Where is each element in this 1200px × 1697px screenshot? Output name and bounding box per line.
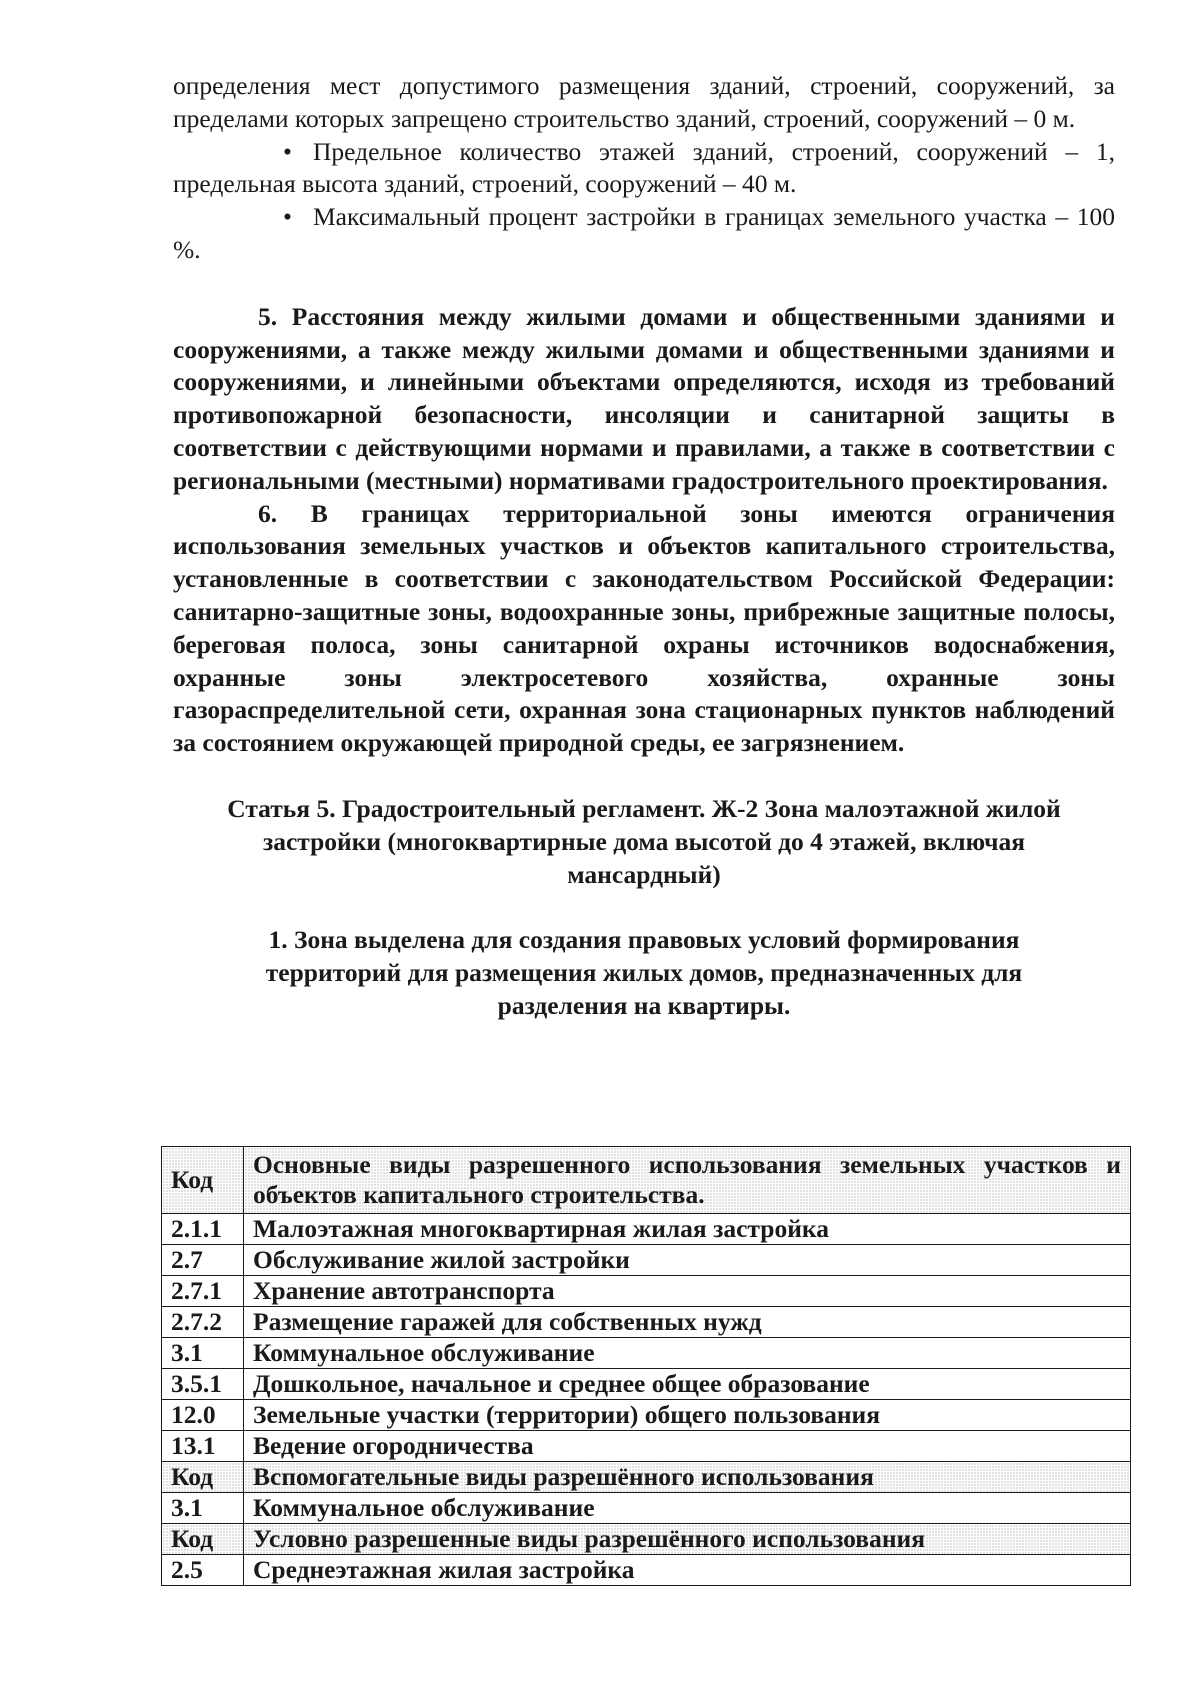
table-row — [162, 1307, 1131, 1338]
table-row — [162, 1493, 1131, 1524]
code-cell: 12.0 — [162, 1400, 244, 1431]
desc-cell: Обслуживание жилой застройки — [244, 1245, 1131, 1276]
table-row — [162, 1369, 1131, 1400]
bullet-floors-text: Предельное количество этажей зданий, строений, сооружений – 1, предельная высота зданий, строений, сооружений – 40 м. — [173, 136, 1115, 199]
header-desc-cell: Основные виды разрешенного использования земельных участков и объектов капитального строительства. — [244, 1147, 1131, 1214]
code-cell: Код — [162, 1462, 244, 1493]
desc-cell: Размещение гаражей для собственных нужд — [244, 1307, 1131, 1338]
table-row — [162, 1245, 1131, 1276]
code-cell: 2.1.1 — [162, 1214, 244, 1245]
code-cell: 2.7.2 — [162, 1307, 244, 1338]
table-header-row — [162, 1147, 1131, 1214]
table-row — [162, 1555, 1131, 1586]
desc-cell: Малоэтажная многоквартирная жилая застройка — [244, 1214, 1131, 1245]
zone-purpose-line: территорий для размещения жилых домов, предназначенных для — [265, 958, 1023, 988]
desc-cell: Земельные участки (территории) общего пользования — [244, 1400, 1131, 1431]
desc-cell: Дошкольное, начальное и среднее общее образование — [244, 1369, 1131, 1400]
code-cell: 3.1 — [162, 1493, 244, 1524]
code-cell: 3.5.1 — [162, 1369, 244, 1400]
code-cell: 2.5 — [162, 1555, 244, 1586]
article-title — [173, 793, 1115, 891]
desc-cell: Условно разрешенные виды разрешённого использования — [244, 1524, 1131, 1555]
article-title-line: мансардный) — [567, 859, 721, 889]
header-code-cell: Код — [162, 1147, 244, 1214]
desc-cell: Коммунальное обслуживание — [244, 1493, 1131, 1524]
bullet-marker: • — [283, 136, 292, 166]
code-cell: 13.1 — [162, 1431, 244, 1462]
desc-cell: Вспомогательные виды разрешённого использования — [244, 1462, 1131, 1493]
code-cell: 3.1 — [162, 1338, 244, 1369]
bullet-coverage-text: Максимальный процент застройки в границах земельного участка – 100 %. — [173, 202, 1115, 264]
table-row — [162, 1400, 1131, 1431]
zone-purpose-line: разделения на квартиры. — [497, 990, 791, 1020]
desc-cell: Хранение автотранспорта — [244, 1276, 1131, 1307]
article-title-line: Статья 5. Градостроительный регламент. Ж-2 Зона малоэтажной жилой — [227, 793, 1061, 823]
zone-purpose-heading — [173, 924, 1115, 1022]
bullet-floors — [173, 136, 1115, 202]
desc-cell: Среднеэтажная жилая застройка — [244, 1555, 1131, 1586]
code-cell: Код — [162, 1524, 244, 1555]
table-section-row-auxiliary — [162, 1462, 1131, 1493]
table-row — [162, 1276, 1131, 1307]
table-row — [162, 1431, 1131, 1462]
desc-cell: Коммунальное обслуживание — [244, 1338, 1131, 1369]
paragraph-restrictions: 6. В границах территориальной зоны имеются ограничения использования земельных участков и объектов капитального строительства, установленные в соответствии с законодательством Российской Федерации: санитарно-защитные зоны, водоохранные зоны, прибрежные защитные полосы, береговая полоса, зоны санитарной охраны источников водоснабжения, охранные зоны электросетевого хозяйства, охранные зоны газораспределительной сети, охранная зона стационарных пунктов наблюдений за состоянием окружающей природной среды, ее загрязнением. — [173, 498, 1115, 758]
zone-purpose-line: 1. Зона выделена для создания правовых условий формирования — [268, 925, 1020, 955]
table-section-row-conditional — [162, 1524, 1131, 1555]
bullet-marker: • — [283, 202, 292, 232]
paragraph-setback: определения мест допустимого размещения зданий, строений, сооружений, за пределами которых запрещено строительство зданий, строений, сооружений – 0 м. — [173, 71, 1115, 133]
bullet-coverage — [173, 201, 1115, 267]
table-row — [162, 1214, 1131, 1245]
land-use-table — [161, 1146, 1131, 1586]
desc-cell: Ведение огородничества — [244, 1431, 1131, 1462]
article-title-line: застройки (многоквартирные дома высотой до 4 этажей, включая — [262, 826, 1026, 856]
table-row — [162, 1338, 1131, 1369]
document-page — [173, 70, 1115, 1023]
code-cell: 2.7 — [162, 1245, 244, 1276]
code-cell: 2.7.1 — [162, 1276, 244, 1307]
paragraph-distances: 5. Расстояния между жилыми домами и общественными зданиями и сооружениями, а также между жилыми домами и общественными зданиями и сооружениями, и линейными объектами определяются, исходя из требований противопожарной безопасности, инсоляции и санитарной защиты в соответствии с действующими нормами и правилами, а также в соответствии с региональными (местными) нормативами градостроительного проектирования. — [173, 301, 1115, 495]
